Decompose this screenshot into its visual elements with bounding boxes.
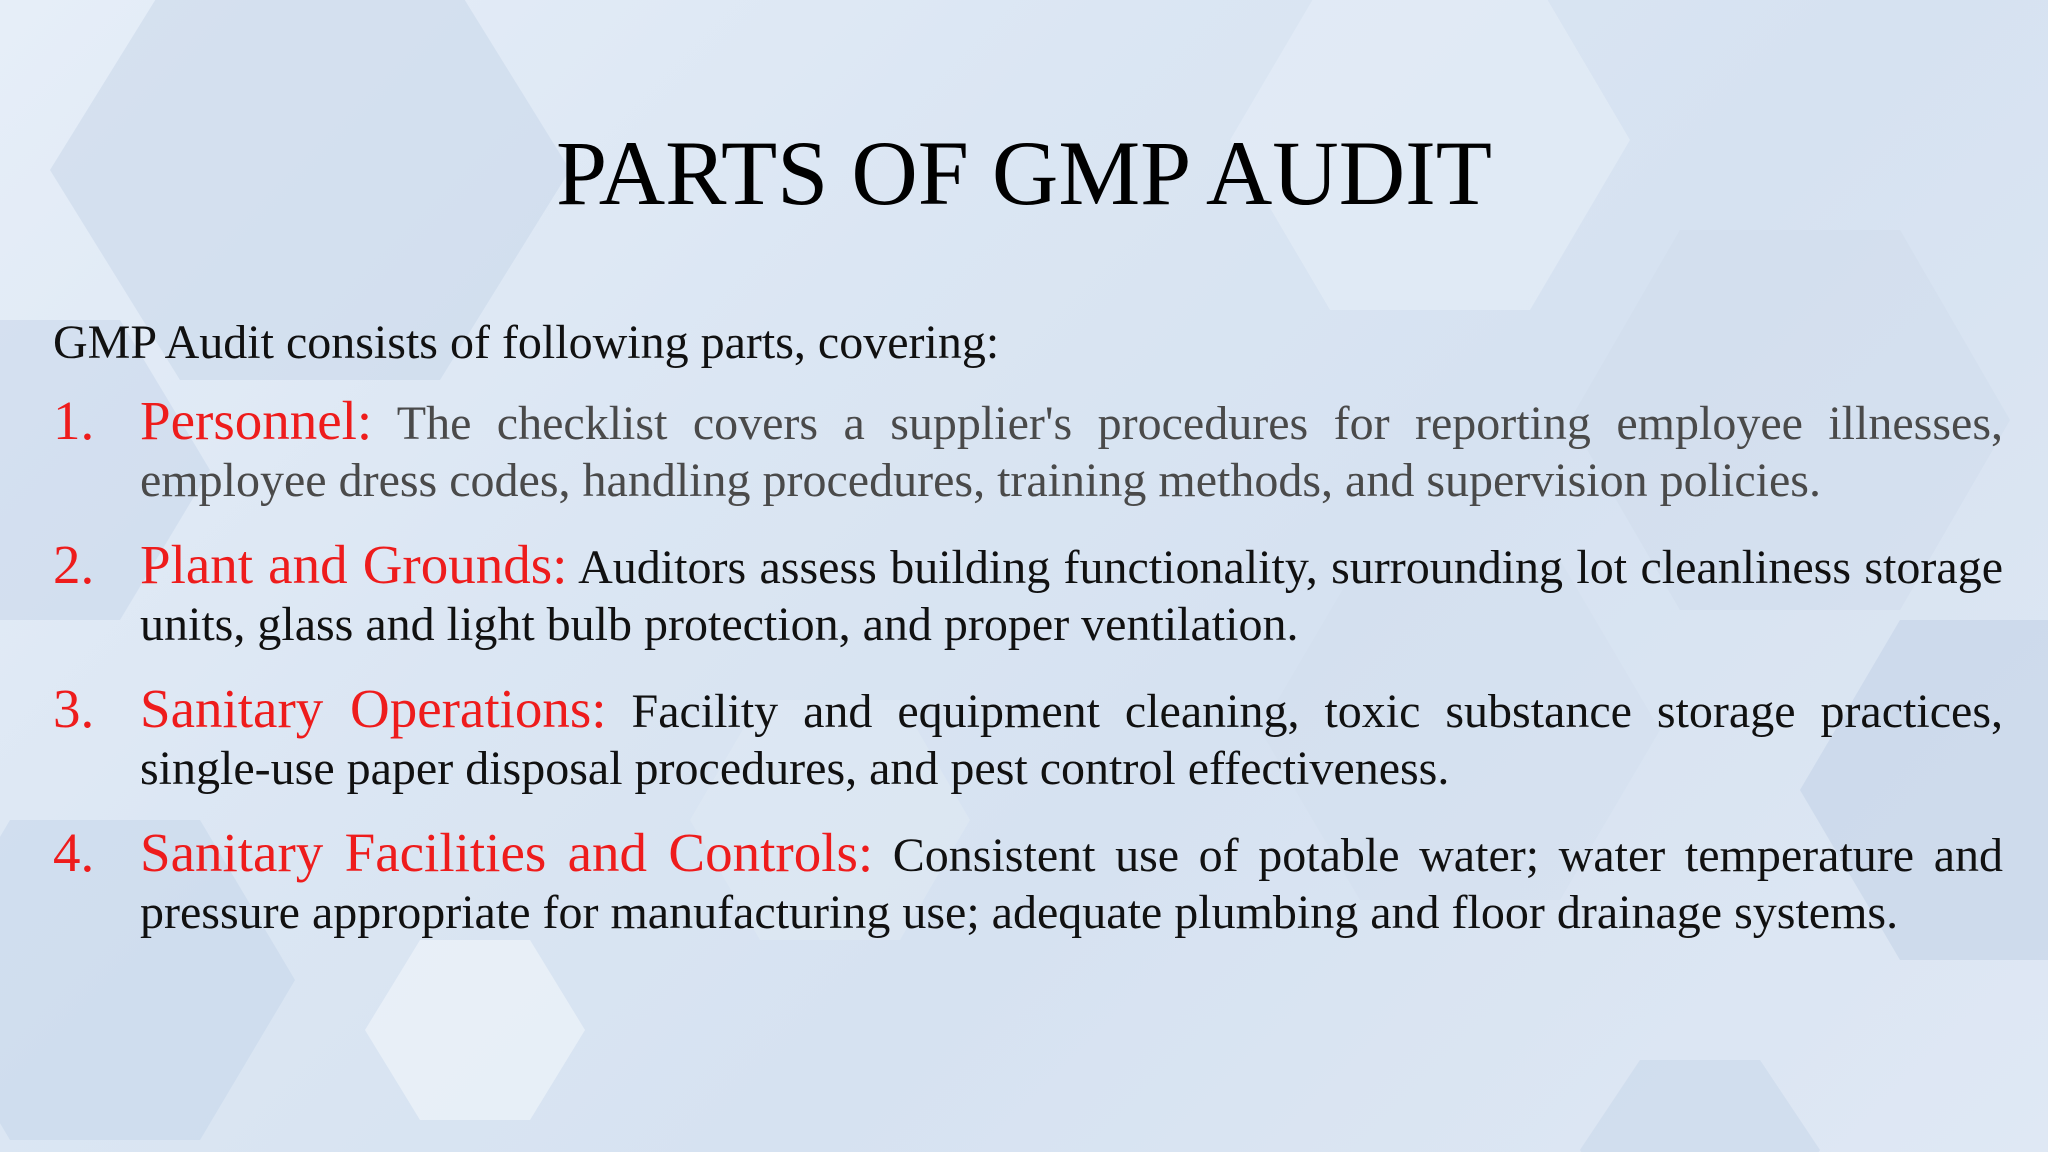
list-item-sanitary-operations	[53, 680, 2003, 797]
item-description: Consistent use of potable water; water temperature and pressure appropriate for manufacturing use; adequate plumbing and floor drainage systems.	[140, 829, 2003, 939]
item-description: Auditors assess building functionality, surrounding lot cleanliness storage units, glass and light bulb protection, and proper ventilation.	[140, 541, 2003, 651]
list-item-sanitary-facilities-and-controls	[53, 824, 2003, 941]
item-heading: Sanitary Operations:	[140, 678, 607, 739]
item-heading: Sanitary Facilities and Controls:	[140, 822, 874, 883]
item-heading: Personnel:	[140, 390, 373, 451]
parts-list	[53, 392, 2003, 968]
list-number: 2.	[53, 534, 95, 595]
item-heading: Plant and Grounds:	[140, 534, 568, 595]
slide-title: PARTS OF GMP AUDIT	[555, 122, 1493, 224]
list-number: 4.	[53, 822, 95, 883]
list-item-personnel	[53, 392, 2003, 509]
item-description: The checklist covers a supplier's procedures for reporting employee illnesses, employee dress codes, handling procedures, training methods, and supervision policies.	[140, 397, 2003, 507]
item-description: Facility and equipment cleaning, toxic substance storage practices, single-use paper disposal procedures, and pest control effectiveness.	[140, 685, 2003, 795]
list-number: 1.	[53, 390, 95, 451]
intro-text: GMP Audit consists of following parts, covering:	[53, 316, 1000, 369]
list-item-plant-and-grounds	[53, 536, 2003, 653]
list-number: 3.	[53, 678, 95, 739]
